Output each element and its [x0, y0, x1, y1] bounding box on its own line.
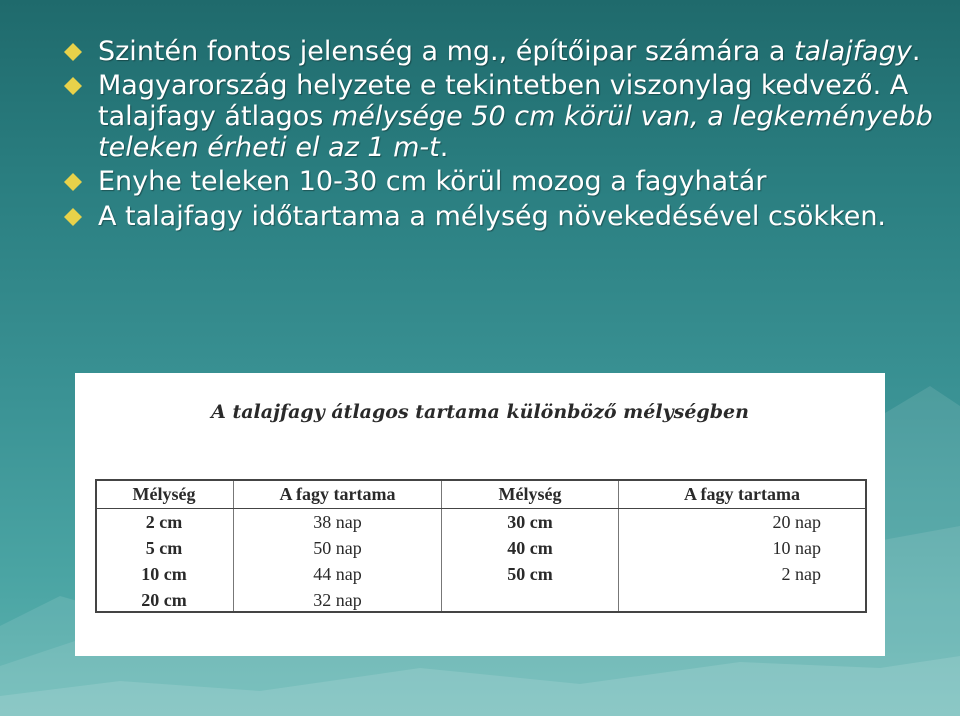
- table-row: [95, 509, 865, 536]
- bullet-item: [62, 201, 942, 232]
- table-cell: 32 nap: [234, 587, 442, 613]
- table-header-row: [95, 479, 865, 509]
- header-depth-1: Mélység: [95, 479, 234, 509]
- table-image-panel: [75, 373, 885, 656]
- bullet-text: A talajfagy időtartama a mélység növekedésével csökken.: [98, 201, 887, 232]
- table-cell: 20 nap: [619, 509, 865, 536]
- bullet-punct: .: [439, 132, 449, 163]
- table-cell: 40 cm: [441, 535, 618, 561]
- bullet-item: [62, 36, 942, 67]
- diamond-bullet-icon: [62, 75, 84, 97]
- table-cell: 2 cm: [145, 511, 183, 532]
- table-cell: 50 cm: [441, 561, 618, 587]
- header-duration-2: A fagy tartama: [619, 479, 865, 509]
- header-depth-2: Mélység: [441, 479, 618, 509]
- table-row: [95, 561, 865, 587]
- bullet-emphasis: talajfagy: [793, 36, 912, 67]
- table-cell: 10 nap: [619, 535, 865, 561]
- diamond-bullet-icon: [62, 41, 84, 63]
- table-cell: 44 nap: [234, 561, 442, 587]
- bullet-item: [62, 166, 942, 197]
- table-cell: [441, 587, 618, 613]
- table-cell: [619, 587, 865, 613]
- table-title: A talajfagy átlagos tartama különböző mélységben: [211, 401, 749, 423]
- table-cell: 5 cm: [145, 537, 183, 558]
- bullet-text: Szintén fontos jelenség a mg., építőipar számára a: [98, 36, 794, 67]
- bullet-emphasis: mélysége 50 cm körül van, a legkeményebb teleken érheti el az 1 m-t: [98, 101, 933, 163]
- bullet-text: Magyarország helyzete e tekintetben viszonylag kedvező. A talajfagy átlagos: [98, 70, 909, 132]
- table-cell: 50 nap: [234, 535, 442, 561]
- diamond-bullet-icon: [62, 206, 84, 228]
- header-duration-1: A fagy tartama: [234, 479, 442, 509]
- table-cell: 2 nap: [619, 561, 865, 587]
- diamond-bullet-icon: [62, 171, 84, 193]
- table-row: [95, 535, 865, 561]
- bullet-text: Enyhe teleken 10-30 cm körül mozog a fagyhatár: [98, 166, 767, 197]
- table-cell: 30 cm: [441, 509, 618, 536]
- table-row: [95, 587, 865, 613]
- table-cell: 38 nap: [234, 509, 442, 536]
- table-cell: 20 cm: [141, 589, 187, 610]
- bullet-list: [62, 36, 942, 232]
- table-cell: 10 cm: [141, 563, 187, 584]
- bullet-item: [62, 70, 942, 163]
- frost-duration-table: [95, 479, 865, 613]
- bullet-punct: .: [911, 36, 921, 67]
